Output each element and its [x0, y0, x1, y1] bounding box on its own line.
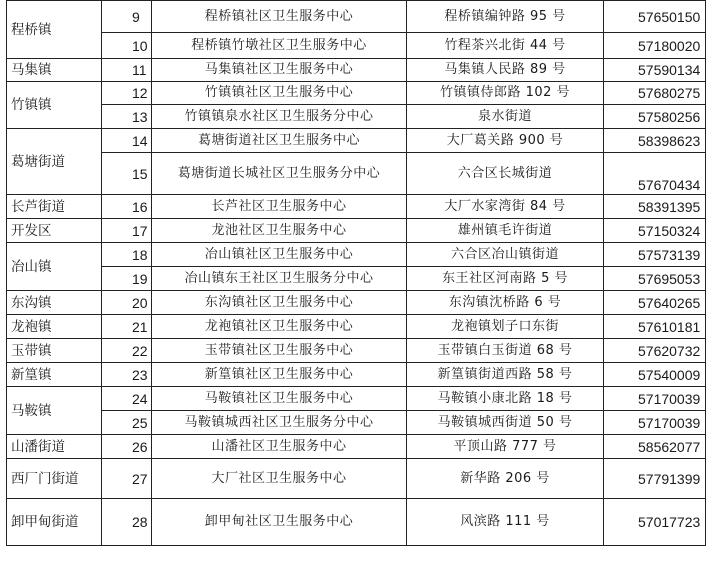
table-row	[7, 33, 706, 59]
phone-number: 57791399	[604, 459, 706, 499]
phone-number: 57610181	[604, 315, 706, 339]
center-name: 竹镇镇社区卫生服务中心	[152, 82, 407, 105]
row-number: 24	[102, 387, 152, 411]
area-cell: 龙袍镇	[7, 315, 102, 339]
row-number: 20	[102, 291, 152, 315]
center-name: 东沟镇社区卫生服务中心	[152, 291, 407, 315]
table-row	[7, 291, 706, 315]
phone-number: 57580256	[604, 105, 706, 129]
center-name: 葛塘街道社区卫生服务中心	[152, 129, 407, 153]
table-row	[7, 387, 706, 411]
center-address: 竹镇镇侍郎路 102 号	[407, 82, 604, 105]
center-address: 新华路 206 号	[407, 459, 604, 499]
center-address: 龙袍镇划子口东街	[407, 315, 604, 339]
area-cell: 西厂门街道	[7, 459, 102, 499]
area-cell: 竹镇镇	[7, 82, 102, 129]
row-number: 22	[102, 339, 152, 363]
table-row	[7, 339, 706, 363]
health-center-table	[6, 0, 706, 546]
center-name: 山潘社区卫生服务中心	[152, 435, 407, 459]
row-number: 11	[102, 59, 152, 82]
center-address: 大厂葛关路 900 号	[407, 129, 604, 153]
center-address: 风滨路 111 号	[407, 499, 604, 546]
row-number: 17	[102, 219, 152, 243]
phone-number: 57670434	[604, 153, 706, 195]
table-row	[7, 219, 706, 243]
row-number: 16	[102, 195, 152, 219]
center-name: 程桥镇社区卫生服务中心	[152, 1, 407, 33]
center-address: 玉带镇白玉街道 68 号	[407, 339, 604, 363]
row-number: 9	[102, 1, 152, 33]
row-number: 12	[102, 82, 152, 105]
row-number: 13	[102, 105, 152, 129]
center-name: 大厂社区卫生服务中心	[152, 459, 407, 499]
area-cell: 程桥镇	[7, 1, 102, 59]
table-row	[7, 129, 706, 153]
center-address: 程桥镇编钟路 95 号	[407, 1, 604, 33]
phone-number: 57170039	[604, 411, 706, 435]
area-cell: 东沟镇	[7, 291, 102, 315]
table-row	[7, 315, 706, 339]
center-address: 六合区长城街道	[407, 153, 604, 195]
area-cell: 玉带镇	[7, 339, 102, 363]
table-row	[7, 459, 706, 499]
table-row	[7, 1, 706, 33]
table-row	[7, 82, 706, 105]
row-number: 10	[102, 33, 152, 59]
phone-number: 57590134	[604, 59, 706, 82]
row-number: 19	[102, 267, 152, 291]
center-address: 大厂水家湾街 84 号	[407, 195, 604, 219]
table-row	[7, 59, 706, 82]
phone-number: 57017723	[604, 499, 706, 546]
phone-number: 57650150	[604, 1, 706, 33]
row-number: 23	[102, 363, 152, 387]
center-name: 龙袍镇社区卫生服务中心	[152, 315, 407, 339]
row-number: 28	[102, 499, 152, 546]
row-number: 15	[102, 153, 152, 195]
center-name: 冶山镇社区卫生服务中心	[152, 243, 407, 267]
center-address: 马鞍镇城西街道 50 号	[407, 411, 604, 435]
phone-number: 57150324	[604, 219, 706, 243]
phone-number: 57680275	[604, 82, 706, 105]
phone-number: 58562077	[604, 435, 706, 459]
area-cell: 山潘街道	[7, 435, 102, 459]
center-address: 马集镇人民路 89 号	[407, 59, 604, 82]
area-cell: 马鞍镇	[7, 387, 102, 435]
phone-number: 58398623	[604, 129, 706, 153]
table-row	[7, 411, 706, 435]
center-address: 新篁镇街道西路 58 号	[407, 363, 604, 387]
center-name: 龙池社区卫生服务中心	[152, 219, 407, 243]
center-name: 冶山镇东王社区卫生服务分中心	[152, 267, 407, 291]
center-address: 平顶山路 777 号	[407, 435, 604, 459]
phone-number: 57180020	[604, 33, 706, 59]
phone-number: 57170039	[604, 387, 706, 411]
row-number: 25	[102, 411, 152, 435]
area-cell: 开发区	[7, 219, 102, 243]
table-row	[7, 363, 706, 387]
phone-number: 57640265	[604, 291, 706, 315]
center-address: 雄州镇毛许街道	[407, 219, 604, 243]
table-row	[7, 499, 706, 546]
table-row	[7, 153, 706, 195]
row-number: 26	[102, 435, 152, 459]
table-row	[7, 435, 706, 459]
center-name: 马鞍镇社区卫生服务中心	[152, 387, 407, 411]
row-number: 14	[102, 129, 152, 153]
table-row	[7, 267, 706, 291]
area-cell: 马集镇	[7, 59, 102, 82]
area-cell: 卸甲甸街道	[7, 499, 102, 546]
table-row	[7, 195, 706, 219]
phone-number: 57620732	[604, 339, 706, 363]
center-name: 玉带镇社区卫生服务中心	[152, 339, 407, 363]
center-name: 新篁镇社区卫生服务中心	[152, 363, 407, 387]
row-number: 18	[102, 243, 152, 267]
center-name: 马集镇社区卫生服务中心	[152, 59, 407, 82]
center-address: 马鞍镇小康北路 18 号	[407, 387, 604, 411]
center-address: 泉水街道	[407, 105, 604, 129]
area-cell: 冶山镇	[7, 243, 102, 291]
row-number: 21	[102, 315, 152, 339]
phone-number: 58391395	[604, 195, 706, 219]
phone-number: 57695053	[604, 267, 706, 291]
center-name: 马鞍镇城西社区卫生服务分中心	[152, 411, 407, 435]
row-number: 27	[102, 459, 152, 499]
area-cell: 新篁镇	[7, 363, 102, 387]
center-name: 竹镇镇泉水社区卫生服务分中心	[152, 105, 407, 129]
area-cell: 长芦街道	[7, 195, 102, 219]
center-name: 长芦社区卫生服务中心	[152, 195, 407, 219]
center-name: 葛塘街道长城社区卫生服务分中心	[152, 153, 407, 195]
phone-number: 57573139	[604, 243, 706, 267]
center-address: 六合区冶山镇街道	[407, 243, 604, 267]
center-name: 卸甲甸社区卫生服务中心	[152, 499, 407, 546]
phone-number: 57540009	[604, 363, 706, 387]
center-name: 程桥镇竹墩社区卫生服务中心	[152, 33, 407, 59]
center-address: 东沟镇沈桥路 6 号	[407, 291, 604, 315]
table-row	[7, 243, 706, 267]
center-address: 东王社区河南路 5 号	[407, 267, 604, 291]
area-cell: 葛塘街道	[7, 129, 102, 195]
center-address: 竹程茶兴北街 44 号	[407, 33, 604, 59]
table-row	[7, 105, 706, 129]
